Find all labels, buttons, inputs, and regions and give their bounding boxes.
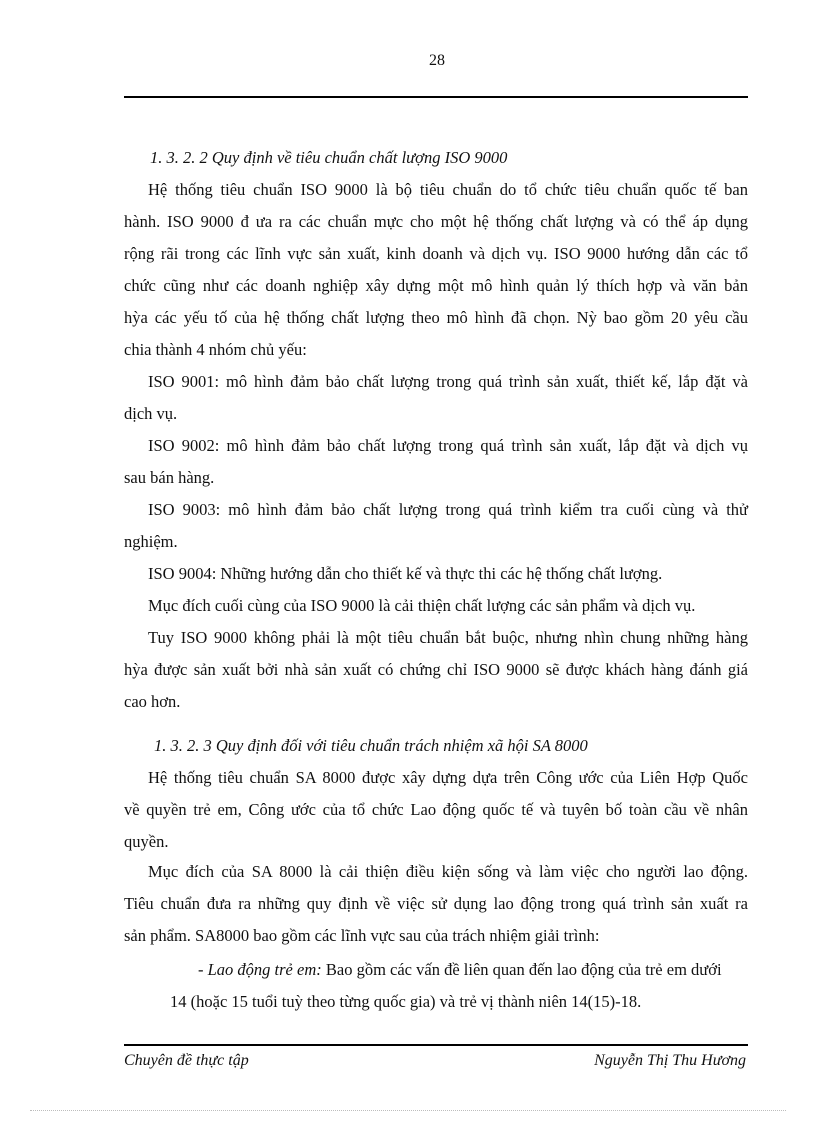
sa-paragraph-line: sản phẩm. SA8000 bao gồm các lĩnh vực sau của trách nhiệm giải trình: bbox=[124, 926, 600, 945]
paragraph-line: rộng rãi trong các lĩnh vực sản xuất, kinh doanh và dịch vụ. ISO 9000 hướng dẫn các tổ bbox=[124, 244, 748, 263]
section-heading-sa-8000: 1. 3. 2. 3 Quy định đối với tiêu chuẩn trách nhiệm xã hội SA 8000 bbox=[154, 736, 588, 755]
section-heading-iso-9000: 1. 3. 2. 2 Quy định về tiêu chuẩn chất lượng ISO 9000 bbox=[150, 148, 508, 167]
bullet-label: Lao động trẻ em: bbox=[207, 960, 322, 979]
bullet-dash: - bbox=[198, 960, 208, 979]
paragraph-line: chia thành 4 nhóm chủ yếu: bbox=[124, 340, 307, 359]
page-number: 28 bbox=[429, 52, 445, 69]
paragraph-line: Hệ thống tiêu chuẩn ISO 9000 là bộ tiêu chuẩn do tổ chức tiêu chuẩn quốc tế ban bbox=[148, 180, 748, 199]
iso-9003-line: ISO 9003: mô hình đảm bảo chất lượng trong quá trình kiểm tra cuối cùng và thử bbox=[148, 500, 748, 519]
iso-9002-line: sau bán hàng. bbox=[124, 468, 215, 487]
conclusion-line: Tuy ISO 9000 không phải là một tiêu chuẩn bắt buộc, nhưng nhìn chung những hàng bbox=[148, 628, 748, 647]
sa-paragraph-line: Tiêu chuẩn đưa ra những quy định về việc sử dụng lao động trong quá trình sản xuất ra bbox=[124, 894, 748, 913]
bullet-child-labor bbox=[198, 960, 748, 980]
conclusion-line: cao hơn. bbox=[124, 692, 181, 711]
footer-author: Nguyễn Thị Thu Hương bbox=[594, 1052, 746, 1069]
sa-paragraph-line: Hệ thống tiêu chuẩn SA 8000 được xây dựng dựa trên Công ước của Liên Hợp Quốc bbox=[148, 768, 748, 787]
conclusion-line: hỳa được sản xuất bởi nhà sản xuất có chứng chỉ ISO 9000 sẽ được khách hàng đánh giá bbox=[124, 660, 748, 679]
bullet-text: Bao gồm các vấn đề liên quan đến lao động của trẻ em dưới bbox=[321, 960, 722, 979]
page-edge-divider bbox=[30, 1110, 786, 1111]
iso-9003-line: nghiệm. bbox=[124, 532, 178, 551]
footer-title: Chuyên đề thực tập bbox=[124, 1052, 249, 1069]
iso-9001-line: dịch vụ. bbox=[124, 404, 178, 423]
iso-9004-line: ISO 9004: Những hướng dẫn cho thiết kế và thực thi các hệ thống chất lượng. bbox=[148, 564, 663, 583]
iso-9002-line: ISO 9002: mô hình đảm bảo chất lượng trong quá trình sản xuất, lắp đặt và dịch vụ bbox=[148, 436, 748, 455]
sa-paragraph-line: về quyền trẻ em, Công ước của tổ chức Lao động quốc tế và tuyên bố toàn cầu về nhân bbox=[124, 800, 748, 819]
paragraph-line: hỳa các yếu tố của hệ thống chất lượng theo mô hình đã chọn. Nỳ bao gồm 20 yêu cầu bbox=[124, 308, 748, 327]
sa-paragraph-line: Mục đích của SA 8000 là cải thiện điều kiện sống và làm việc cho người lao động. bbox=[148, 862, 748, 881]
iso-9001-line: ISO 9001: mô hình đảm bảo chất lượng trong quá trình sản xuất, thiết kế, lắp đặt và bbox=[148, 372, 748, 391]
paragraph-line: hành. ISO 9000 đ ưa ra các chuẩn mực cho một hệ thống chất lượng và có thể áp dụng bbox=[124, 212, 748, 231]
paragraph-line: chức cũng như các doanh nghiệp xây dựng một mô hình quản lý thích hợp và văn bản bbox=[124, 276, 748, 295]
purpose-line: Mục đích cuối cùng của ISO 9000 là cải thiện chất lượng các sản phẩm và dịch vụ. bbox=[148, 596, 696, 615]
footer-rule bbox=[124, 1044, 748, 1046]
header-rule bbox=[124, 96, 748, 98]
bullet-child-labor-cont: 14 (hoặc 15 tuổi tuỳ theo từng quốc gia) và trẻ vị thành niên 14(15)-18. bbox=[170, 992, 642, 1011]
sa-paragraph-line: quyền. bbox=[124, 832, 169, 851]
